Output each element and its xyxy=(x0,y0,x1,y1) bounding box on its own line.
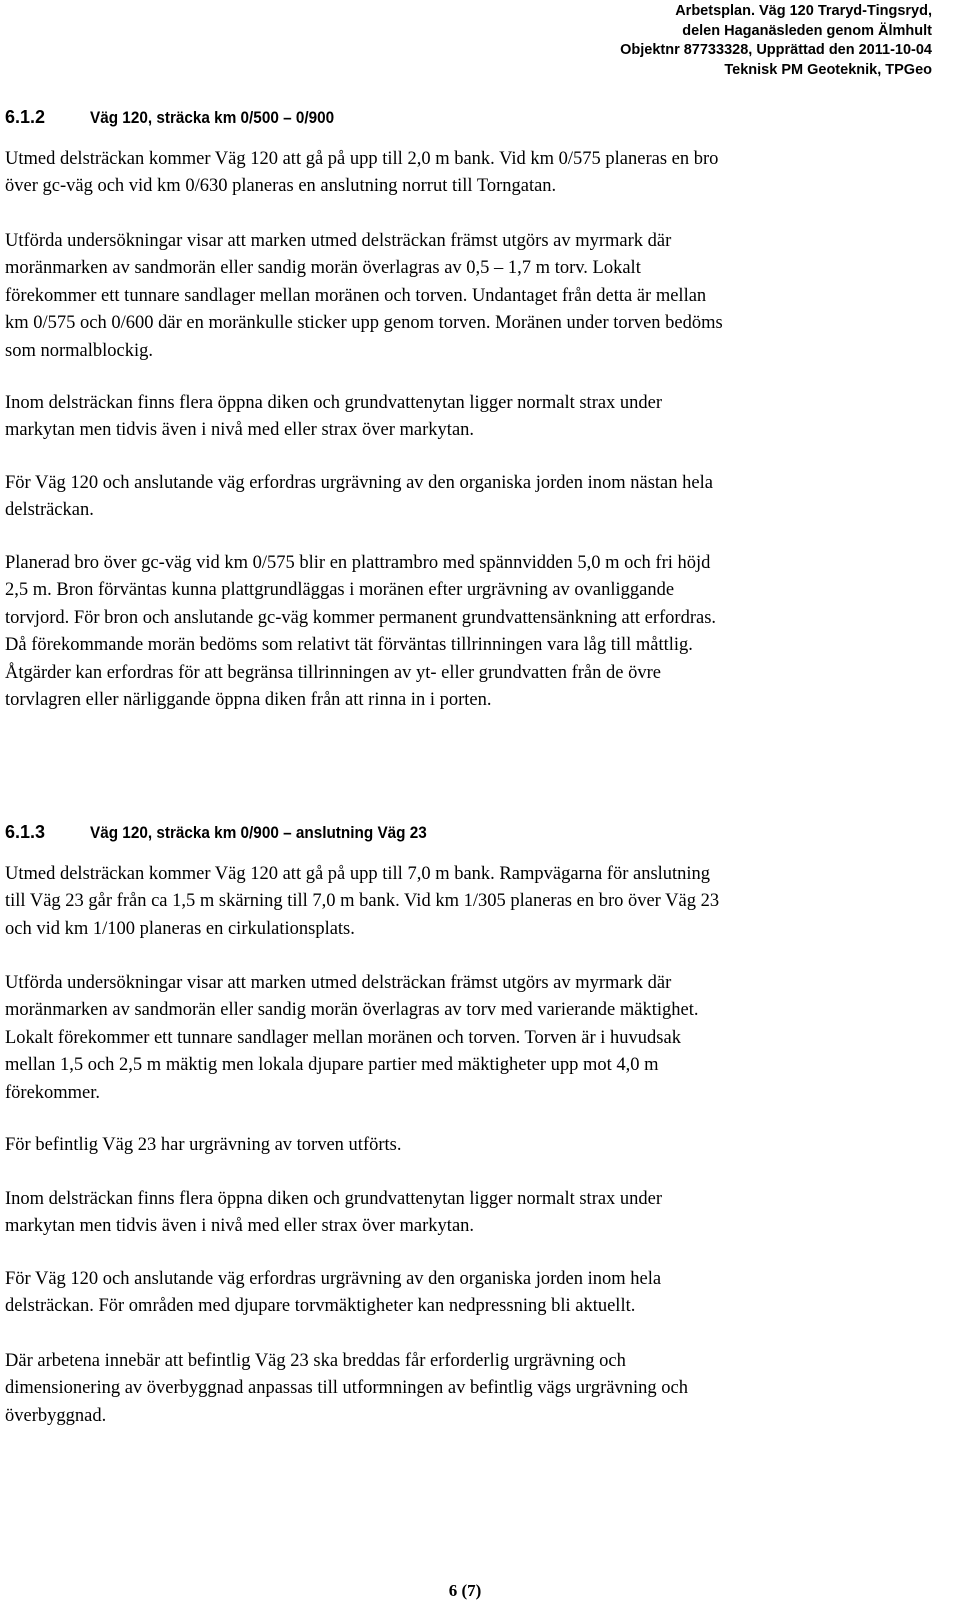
text-line: Inom delsträckan finns flera öppna diken och grundvattenytan ligger normalt strax under xyxy=(5,393,663,413)
paragraph xyxy=(5,1348,955,1430)
text-line: som normalblockig. xyxy=(5,340,153,361)
text-line: Utförda undersökningar visar att marken utmed delsträckan främst utgörs av myrmark där xyxy=(5,973,672,993)
paragraph xyxy=(5,1186,955,1241)
text-line: Åtgärder kan erfordras för att begränsa tillrinningen av yt- eller grundvatten från de övre xyxy=(5,662,661,683)
section-heading xyxy=(5,821,464,844)
paragraph xyxy=(5,970,955,1107)
text-line: överbyggnad. xyxy=(5,1405,107,1426)
header-line: Teknisk PM Geoteknik, TPGeo xyxy=(724,61,932,78)
text-line: delsträckan. För områden med djupare torvmäktigheter kan nedpressning bli aktuellt. xyxy=(5,1296,636,1317)
text-line: Inom delsträckan finns flera öppna diken och grundvattenytan ligger normalt strax under xyxy=(5,1189,663,1209)
text-line: markytan men tidvis även i nivå med eller strax över markytan. xyxy=(5,1216,475,1237)
document-header xyxy=(620,2,932,80)
text-line: förekommer. xyxy=(5,1082,101,1103)
text-line: Utmed delsträckan kommer Väg 120 att gå på upp till 7,0 m bank. Rampvägarna för anslutning xyxy=(5,864,711,884)
text-line: Lokalt förekommer ett tunnare sandlager mellan moränen och torven. Torven är i huvudsak xyxy=(5,1027,681,1048)
text-line: För befintlig Väg 23 har urgrävning av torven utförts. xyxy=(5,1135,402,1155)
text-line: 2,5 m. Bron förväntas kunna plattgrundläggas i moränen efter urgrävning av ovanliggande xyxy=(5,580,675,601)
paragraph xyxy=(5,228,955,365)
text-line: dimensionering av överbyggnad anpassas till utformningen av befintlig vägs urgrävning och xyxy=(5,1378,688,1399)
text-line: torvjord. För bron och anslutande gc-väg kommer permanent grundvattensänkning att erfordras. xyxy=(5,607,717,628)
paragraph xyxy=(5,1266,955,1321)
text-line: Då förekommande morän bedöms som relativt tät förväntas tillrinningen vara låg till måttlig. xyxy=(5,635,693,656)
page-number: 6 (7) xyxy=(448,1581,482,1600)
header-line: delen Haganäsleden genom Älmhult xyxy=(682,22,932,39)
text-line: Där arbetena innebär att befintlig Väg 23 ska breddas får erforderlig urgrävning och xyxy=(5,1351,626,1371)
text-line: moränmarken av sandmorän eller sandig morän överlagras av 0,5 – 1,7 m torv. Lokalt xyxy=(5,258,641,279)
section-number: 6.1.3 xyxy=(5,822,46,842)
text-line: Utförda undersökningar visar att marken utmed delsträckan främst utgörs av myrmark där xyxy=(5,231,672,251)
paragraph xyxy=(5,550,955,714)
paragraph xyxy=(5,861,955,943)
paragraph xyxy=(5,1132,955,1159)
text-line: förekommer ett tunnare sandlager mellan moränen och torven. Undantaget från detta är mellan xyxy=(5,285,707,306)
text-line: För Väg 120 och anslutande väg erfordras urgrävning av den organiska jorden inom hela xyxy=(5,1269,662,1289)
text-line: mellan 1,5 och 2,5 m mäktig men lokala djupare partier med mäktigheter upp mot 4,0 m xyxy=(5,1055,659,1076)
text-line: km 0/575 och 0/600 där en moränkulle sticker upp genom torven. Moränen under torven bedöms xyxy=(5,313,723,334)
section-title: Väg 120, sträcka km 0/900 – anslutning Väg 23 xyxy=(90,823,427,842)
text-line: Planerad bro över gc-väg vid km 0/575 blir en plattrambro med spännvidden 5,0 m och fri höjd xyxy=(5,553,711,573)
text-line: markytan men tidvis även i nivå med eller strax över markytan. xyxy=(5,420,475,441)
paragraph xyxy=(5,390,955,445)
header-line: Objektnr 87733328, Upprättad den 2011-10-04 xyxy=(620,42,932,58)
text-line: moränmarken av sandmorän eller sandig morän överlagras av torv med varierande mäktighet. xyxy=(5,1000,699,1021)
text-line: över gc-väg och vid km 0/630 planeras en anslutning norrut till Torngatan. xyxy=(5,176,557,197)
section-number: 6.1.2 xyxy=(5,107,46,127)
paragraph xyxy=(5,470,955,525)
text-line: till Väg 23 går från ca 1,5 m skärning till 7,0 m bank. Vid km 1/305 planeras en bro över Väg 23 xyxy=(5,891,720,912)
section-heading xyxy=(5,106,361,129)
text-line: Utmed delsträckan kommer Väg 120 att gå på upp till 2,0 m bank. Vid km 0/575 planeras en bro xyxy=(5,149,719,169)
text-line: och vid km 1/100 planeras en cirkulationsplats. xyxy=(5,918,355,939)
text-line: torvlagren eller närliggande öppna diken från att rinna in i porten. xyxy=(5,690,492,711)
header-line: Arbetsplan. Väg 120 Traryd-Tingsryd, xyxy=(675,3,932,19)
paragraph xyxy=(5,146,955,201)
text-line: delsträckan. xyxy=(5,500,94,521)
text-line: För Väg 120 och anslutande väg erfordras urgrävning av den organiska jorden inom nästan hela xyxy=(5,473,713,493)
section-title: Väg 120, sträcka km 0/500 – 0/900 xyxy=(90,108,335,127)
